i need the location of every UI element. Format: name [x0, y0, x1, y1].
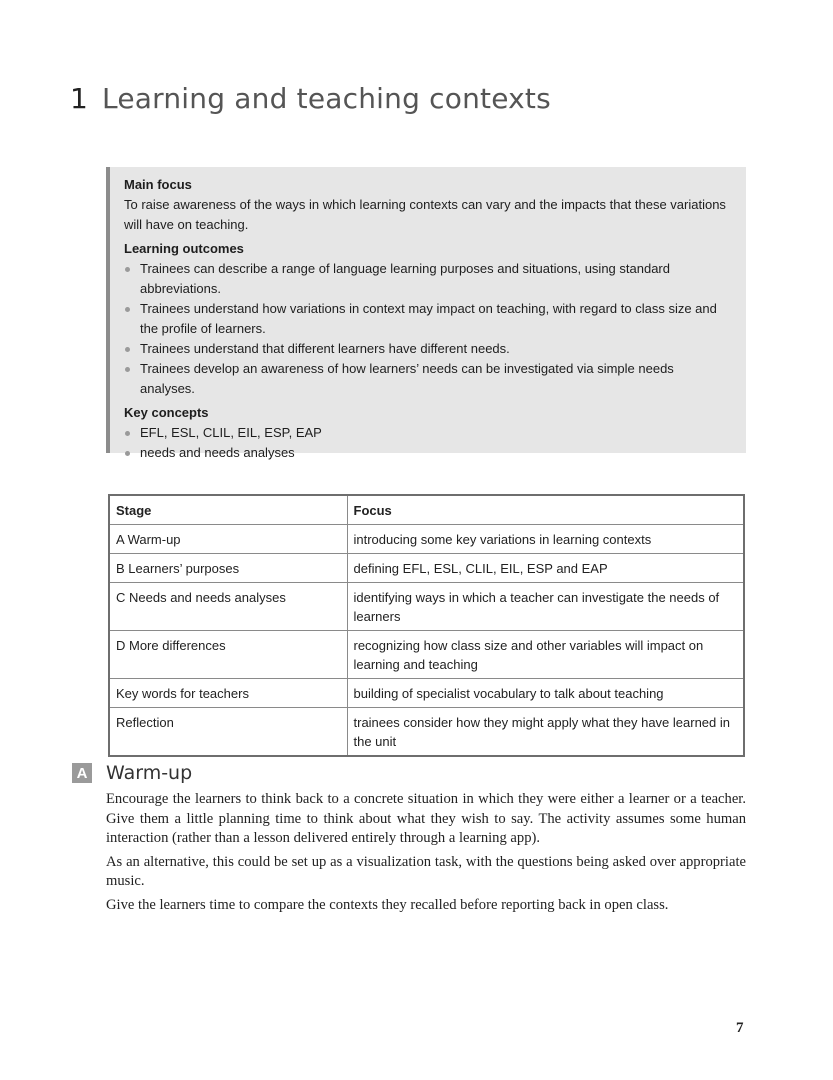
table-row — [109, 583, 744, 631]
chapter-title — [70, 82, 551, 115]
focus-cell: recognizing how class size and other variables will impact on learning and teaching — [347, 631, 744, 679]
stage-cell: B Learners’ purposes — [109, 554, 347, 583]
body-paragraph: Encourage the learners to think back to a concrete situation in which they were either a learner or a teacher. Give them a little planning time to think about what they wish to say. The activity assumes some human interaction (rather than a lesson delivered entirely through a learning app). — [106, 791, 746, 846]
section-title: Warm-up — [106, 762, 193, 784]
section-heading-warm-up — [72, 762, 192, 784]
focus-cell: trainees consider how they might apply what they have learned in the unit — [347, 708, 744, 757]
learning-outcome-item: Trainees understand that different learners have different needs. — [124, 339, 732, 359]
learning-outcome-item: Trainees develop an awareness of how learners’ needs can be investigated via simple needs analyses. — [124, 359, 732, 399]
main-focus-heading: Main focus — [124, 177, 192, 192]
focus-cell: introducing some key variations in learning contexts — [347, 525, 744, 554]
stage-cell: A Warm-up — [109, 525, 347, 554]
body-paragraph: Give the learners time to compare the contexts they recalled before reporting back in open class. — [106, 896, 669, 913]
stage-cell: C Needs and needs analyses — [109, 583, 347, 631]
table-row — [109, 679, 744, 708]
focus-column-header: Focus — [347, 495, 744, 525]
focus-cell: identifying ways in which a teacher can investigate the needs of learners — [347, 583, 744, 631]
warm-up-body — [106, 790, 746, 919]
stage-column-header: Stage — [109, 495, 347, 525]
chapter-number: 1 — [70, 82, 89, 115]
stage-focus-table — [108, 494, 745, 757]
page-number: 7 — [736, 1020, 744, 1036]
table-header-row — [109, 495, 744, 525]
chapter-title-text: Learning and teaching contexts — [102, 82, 551, 115]
body-paragraph: As an alternative, this could be set up as a visualization task, with the questions being asked over appropriate music. — [106, 853, 746, 889]
stage-cell: Key words for teachers — [109, 679, 347, 708]
key-concepts-list — [124, 423, 732, 463]
stage-cell: D More differences — [109, 631, 347, 679]
table-row — [109, 554, 744, 583]
learning-outcomes-heading: Learning outcomes — [124, 241, 244, 256]
focus-cell: building of specialist vocabulary to talk about teaching — [347, 679, 744, 708]
main-focus-text: To raise awareness of the ways in which learning contexts can vary and the impacts that these variations will have on teaching. — [124, 197, 726, 232]
learning-outcomes-list — [124, 259, 732, 399]
stage-cell: Reflection — [109, 708, 347, 757]
section-letter-badge: A — [72, 763, 92, 783]
table-row — [109, 525, 744, 554]
table-row — [109, 631, 744, 679]
key-concept-item: EFL, ESL, CLIL, EIL, ESP, EAP — [124, 423, 732, 443]
table-row — [109, 708, 744, 757]
key-concepts-heading: Key concepts — [124, 405, 209, 420]
focus-box — [106, 167, 746, 460]
key-concept-item: needs and needs analyses — [124, 443, 732, 463]
learning-outcome-item: Trainees understand how variations in context may impact on teaching, with regard to class size and the profile of learners. — [124, 299, 732, 339]
focus-cell: defining EFL, ESL, CLIL, EIL, ESP and EAP — [347, 554, 744, 583]
learning-outcome-item: Trainees can describe a range of language learning purposes and situations, using standard abbreviations. — [124, 259, 732, 299]
